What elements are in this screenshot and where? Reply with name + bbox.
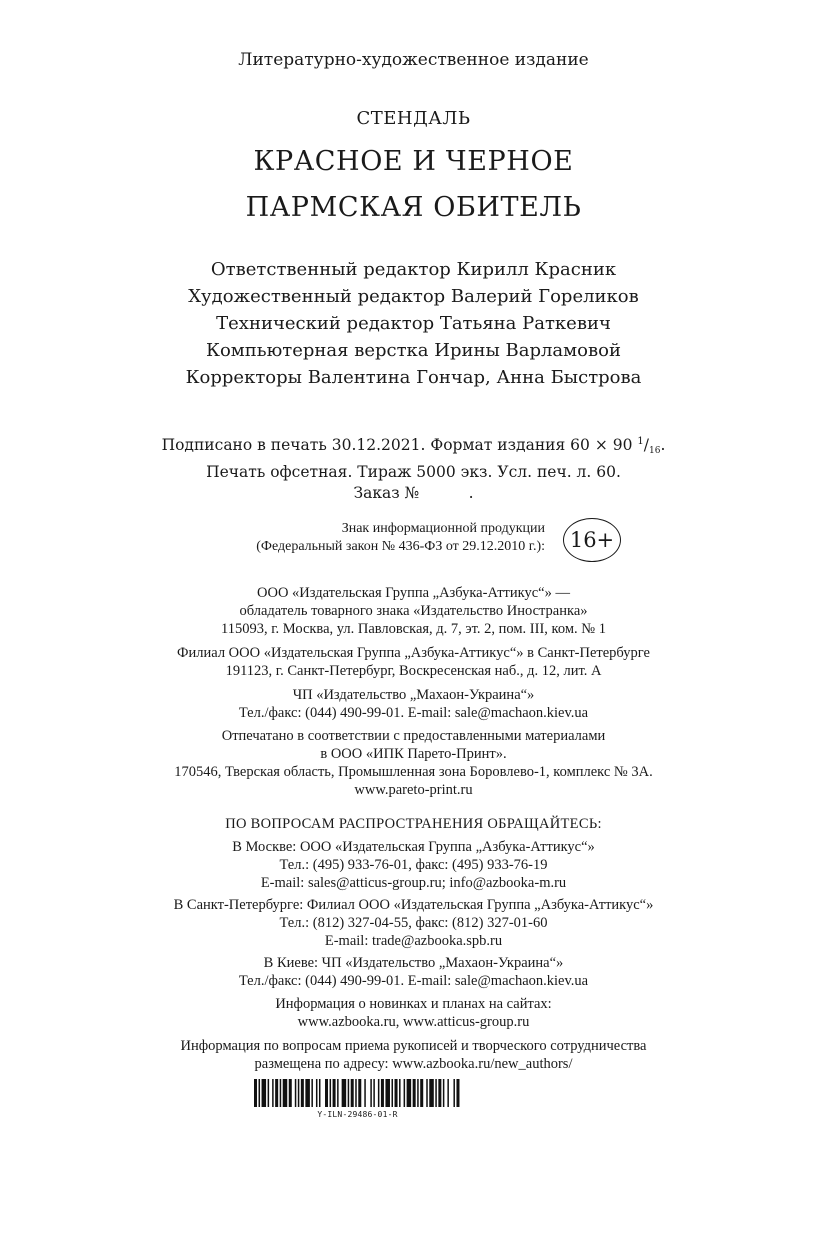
print-line-2: Печать офсетная. Тираж 5000 экз. Усл. печ. л. 60. [206, 463, 621, 481]
contact-line: В Киеве: ЧП «Издательство „Махаон-Украина“» [263, 955, 564, 971]
distribution-kiev [0, 954, 827, 990]
contact-line: Тел.: (495) 933-76-01, факс: (495) 933-76-19 [279, 857, 548, 873]
contact-line: E-mail: sales@atticus-group.ru; info@azbooka-m.ru [260, 875, 567, 891]
print-info [0, 431, 827, 504]
barcode-bar [337, 1079, 339, 1107]
printer-line: www.pareto-print.ru [354, 782, 473, 798]
barcode-bar [420, 1079, 423, 1107]
manuscripts-info [0, 1037, 827, 1073]
sites-line: Информация о новинках и планах на сайтах: [275, 996, 552, 1012]
publisher-block [0, 584, 827, 638]
barcode-bar [417, 1079, 419, 1107]
barcode-bar [435, 1079, 437, 1107]
barcode-bar [289, 1079, 292, 1107]
barcode-bar [438, 1079, 441, 1107]
format-fraction-numerator: 1 [637, 436, 644, 447]
manuscripts-line: Информация по вопросам приема рукописей и творческого сотрудничества [180, 1038, 647, 1054]
genre-line: Литературно-художественное издание [238, 50, 589, 70]
barcode-bar [280, 1079, 282, 1107]
editor-line: Компьютерная верстка Ирины Варламовой [206, 340, 621, 361]
barcode-bar [316, 1079, 318, 1107]
barcode-bar [333, 1079, 336, 1107]
format-fraction-slash: / [643, 436, 650, 454]
publisher-line: 191123, г. Санкт-Петербург, Воскресенская наб., д. 12, лит. А [225, 663, 602, 679]
contact-line: Тел./факс: (044) 490-99-01. E-mail: sale@machaon.kiev.ua [238, 973, 589, 989]
barcode-bar [447, 1079, 449, 1107]
age-rating-block [220, 518, 620, 564]
barcode-bar [254, 1079, 257, 1107]
order-line: Заказ № . [353, 484, 474, 502]
book-title-2: ПАРМСКАЯ ОБИТЕЛЬ [245, 192, 582, 223]
publisher-line: Тел./факс: (044) 490-99-01. E-mail: sale@machaon.kiev.ua [238, 705, 589, 721]
barcode-bar [385, 1079, 390, 1107]
barcode-bar [370, 1079, 372, 1107]
publisher-branch-block [0, 644, 827, 680]
contact-line: В Санкт-Петербурге: Филиал ООО «Издательская Группа „Азбука-Аттикус“» [173, 897, 654, 913]
barcode-bar [358, 1079, 361, 1107]
barcode-bar [283, 1079, 288, 1107]
age-rating-badge: 16+ [563, 518, 621, 562]
barcode-bar [325, 1079, 328, 1107]
editor-line: Корректоры Валентина Гончар, Анна Быстрова [185, 367, 642, 388]
age-rating-label [220, 520, 545, 556]
barcode-bar [259, 1079, 261, 1107]
barcode-bar [298, 1079, 300, 1107]
barcode-bar [399, 1079, 401, 1107]
barcode-bar [348, 1079, 350, 1107]
barcode-bar [373, 1079, 375, 1107]
barcode-bar [295, 1079, 297, 1107]
barcode-bar [378, 1079, 380, 1107]
contact-line: E-mail: trade@azbooka.spb.ru [324, 933, 503, 949]
printer-line: в ООО «ИПК Парето-Принт». [320, 746, 507, 762]
barcode-bar [453, 1079, 455, 1107]
barcode-bar [426, 1079, 428, 1107]
barcode-bar [319, 1079, 321, 1107]
author-name: СТЕНДАЛЬ [356, 108, 471, 129]
print-line-1-main: Подписано в печать 30.12.2021. Формат издания 60 × 90 [161, 436, 638, 454]
publisher-line: ООО «Издательская Группа „Азбука-Аттикус“» — [257, 585, 570, 601]
barcode-bar [351, 1079, 354, 1107]
editor-line: Художественный редактор Валерий Гореликов [188, 286, 639, 307]
distribution-heading: ПО ВОПРОСАМ РАСПРОСТРАНЕНИЯ ОБРАЩАЙТЕСЬ: [225, 816, 602, 832]
sites-line: www.azbooka.ru, www.atticus-group.ru [297, 1014, 530, 1030]
editors-list [0, 256, 827, 391]
editor-line: Ответственный редактор Кирилл Красник [210, 259, 617, 280]
contact-line: Тел.: (812) 327-04-55, факс: (812) 327-01-60 [279, 915, 548, 931]
barcode-bar [355, 1079, 357, 1107]
barcode-bar [364, 1079, 366, 1107]
barcode-bar [392, 1079, 394, 1107]
editor-line: Технический редактор Татьяна Раткевич [216, 313, 611, 334]
barcode-bar [272, 1079, 274, 1107]
barcode-bar [443, 1079, 445, 1107]
publisher-line: ЧП «Издательство „Махаон-Украина“» [292, 687, 535, 703]
barcode-bar [275, 1079, 278, 1107]
barcode-bar [268, 1079, 270, 1107]
age-rating-label-line: Знак информационной продукции [341, 521, 545, 536]
barcode-bar [330, 1079, 332, 1107]
printer-line: Отпечатано в соответствии с предоставленными материалами [221, 728, 606, 744]
barcode-bar [407, 1079, 412, 1107]
sites-info [0, 995, 827, 1031]
publisher-line: 115093, г. Москва, ул. Павловская, д. 7, эт. 2, пом. III, ком. № 1 [221, 621, 606, 637]
book-title-1: КРАСНОЕ И ЧЕРНОЕ [253, 146, 574, 177]
age-rating-label-line: (Федеральный закон № 436-ФЗ от 29.12.2010 г.): [256, 539, 545, 554]
barcode-bar [429, 1079, 434, 1107]
barcode-bar [413, 1079, 416, 1107]
barcode-icon [254, 1079, 461, 1107]
barcode-bar [456, 1079, 459, 1107]
printer-line: 170546, Тверская область, Промышленная зона Боровлево-1, комплекс № 3А. [174, 764, 653, 780]
printer-block [0, 727, 827, 799]
barcode-bar [305, 1079, 310, 1107]
format-fraction-end: . [660, 436, 666, 454]
barcode-bar [381, 1079, 384, 1107]
ukraine-publisher-block [0, 686, 827, 722]
contact-line: В Москве: ООО «Издательская Группа „Азбука-Аттикус“» [232, 839, 595, 855]
publisher-line: Филиал ООО «Издательская Группа „Азбука-Аттикус“» в Санкт-Петербурге [177, 645, 650, 661]
barcode-text: Y-ILN-29486-01-R [317, 1110, 398, 1119]
barcode-bar [342, 1079, 347, 1107]
distribution-spb [0, 896, 827, 950]
publisher-line: обладатель товарного знака «Издательство Иностранка» [239, 603, 588, 619]
barcode-bar [262, 1079, 267, 1107]
manuscripts-line: размещена по адресу: www.azbooka.ru/new_authors/ [254, 1056, 573, 1072]
barcode-bar [301, 1079, 304, 1107]
distribution-moscow [0, 838, 827, 892]
format-fraction-denominator: 16 [649, 446, 661, 456]
barcode-bar [404, 1079, 406, 1107]
barcode-bar [395, 1079, 398, 1107]
barcode-bar [311, 1079, 313, 1107]
print-line-1 [0, 431, 827, 462]
